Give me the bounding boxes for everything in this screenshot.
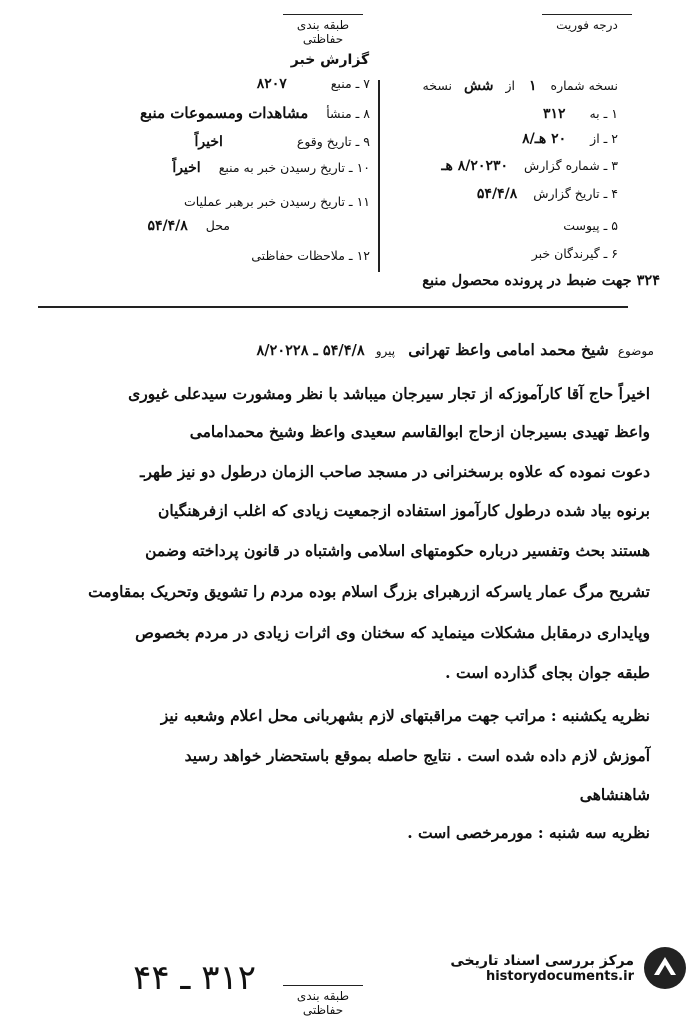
classification-label-top: طبقه بندی حفاظتی bbox=[283, 14, 363, 46]
subject-value: شیخ محمد امامی واعظ تهرانی bbox=[408, 340, 609, 359]
note-sunday-3: شاهنشاهی bbox=[579, 785, 650, 804]
body-line-2: واعظ تهیدی بسیرجان ازحاج ابوالقاسم سعیدی واعظ وشیخ محمدامامی bbox=[189, 422, 650, 441]
field-origin bbox=[30, 104, 370, 122]
field-location-label: محل bbox=[205, 218, 230, 233]
classification-label-bottom: طبقه بندی حفاظتی bbox=[283, 985, 363, 1017]
header-divider bbox=[38, 306, 628, 308]
field-from bbox=[368, 131, 618, 147]
field-received-by-source-label: ۱۰ ـ تاریخ رسیدن خبر به منبع bbox=[218, 160, 370, 175]
field-location bbox=[30, 218, 230, 234]
field-to-value: ۳۱۲ bbox=[542, 106, 566, 122]
field-report-date-value: ۵۴/۴/۸ bbox=[476, 186, 518, 202]
note-tuesday: نظریه سه شنبه : مورمرخصی است . bbox=[407, 823, 650, 842]
field-received-by-operator bbox=[30, 194, 370, 209]
watermark bbox=[450, 945, 688, 991]
field-event-date-label: ۹ ـ تاریخ وقوع bbox=[296, 134, 370, 149]
field-received-by-source-value: اخیراً bbox=[172, 160, 201, 176]
field-report-date bbox=[348, 186, 618, 202]
body-line-6: تشریح مرگ عمار یاسرکه ازرهبرای بزرگ اسلام بوده مردم را تشویق وتحریک بمقاومت bbox=[88, 582, 650, 601]
watermark-text bbox=[450, 953, 634, 984]
note-sunday-2: آموزش لازم داده شده است . نتایج حاصله بموقع باستحضار خواهد رسید bbox=[184, 746, 650, 765]
watermark-url: historydocuments.ir bbox=[485, 968, 634, 984]
subject-ref-note: پیرو bbox=[375, 344, 396, 358]
field-received-by-operator-label: ۱۱ ـ تاریخ رسیدن خبر برهبر عملیات bbox=[183, 194, 370, 209]
report-title: گزارش خبر bbox=[290, 52, 370, 68]
field-origin-label: ۸ ـ منشأ bbox=[326, 106, 370, 121]
copy-of-value: شش bbox=[463, 78, 494, 94]
subject-label: موضوع bbox=[617, 344, 654, 358]
field-recipients-label: ۶ ـ گیرندگان خبر bbox=[531, 246, 618, 261]
body-line-5: هستند بحث وتفسیر درباره حکومتهای اسلامی واشتباه در قانون پرداخته وضمن bbox=[145, 541, 650, 560]
body-line-7: وپایداری درمقابل مشکلات مینماید که سخنان وی اثرات زیادی در مردم بخصوص bbox=[135, 623, 650, 642]
copy-line bbox=[368, 78, 618, 94]
field-source-label: ۷ ـ منبع bbox=[330, 76, 370, 91]
handwritten-file-number: ۳۱۲ ـ ۴۴ bbox=[133, 958, 256, 998]
field-received-by-source bbox=[30, 160, 370, 176]
field-from-value: ۲۰ هـ/۸ bbox=[522, 131, 567, 147]
field-event-date bbox=[30, 134, 370, 150]
body-line-4: برنوه بیاد شده درطول کارآموز استفاده ازجمعیت زیادی که اغلب ازفرهنگیان bbox=[157, 501, 650, 520]
field-source-value: ۸۲۰۷ bbox=[256, 76, 287, 92]
field-report-number bbox=[348, 158, 618, 174]
subject-line bbox=[34, 340, 654, 359]
body-line-8: طبقه جوان بجای گذارده است . bbox=[445, 663, 650, 682]
field-origin-value: مشاهدات ومسموعات منبع bbox=[139, 104, 309, 122]
field-report-number-label: ۳ ـ شماره گزارش bbox=[523, 158, 618, 173]
field-source bbox=[30, 76, 370, 92]
field-from-label: ۲ ـ از bbox=[590, 131, 618, 146]
copy-number-value: ۱ bbox=[529, 78, 537, 94]
field-to-label: ۱ ـ به bbox=[589, 106, 618, 121]
field-location-value: ۵۴/۴/۸ bbox=[147, 218, 188, 234]
field-report-date-label: ۴ ـ تاریخ گزارش bbox=[533, 186, 618, 201]
copy-of-label: از bbox=[505, 78, 516, 93]
field-event-date-value: اخیراً bbox=[194, 134, 223, 150]
field-to bbox=[368, 106, 618, 122]
filing-note: ۳۲۴ جهت ضبط در پرونده محصول منبع bbox=[422, 272, 660, 289]
field-attachment bbox=[368, 218, 618, 233]
watermark-title: مرکز بررسی اسناد تاریخی bbox=[450, 952, 634, 969]
field-security-notes-label: ۱۲ ـ ملاحظات حفاظتی bbox=[251, 248, 370, 263]
watermark-logo-icon bbox=[642, 945, 688, 991]
field-report-number-value: ۸/۲۰۲۳۰ هـ bbox=[441, 158, 508, 174]
column-divider bbox=[378, 80, 380, 272]
note-sunday-1: نظریه یکشنبه : مراتب جهت مراقبتهای لازم بشهربانی محل اعلام وشعبه نیز bbox=[160, 706, 650, 725]
copy-copies-label: نسخه bbox=[422, 78, 452, 93]
priority-label: درجه فوریت bbox=[542, 14, 632, 32]
field-security-notes bbox=[30, 248, 370, 263]
field-recipients bbox=[368, 246, 618, 261]
body-line-3: دعوت نموده که علاوه برسخنرانی در مسجد صاحب الزمان درطول دو نیز طهرـ bbox=[139, 462, 650, 481]
body-line-1: اخیراً حاج آقا کارآموزکه از تجار سیرجان میباشد با نظر ومشورت سیدعلی غیوری bbox=[128, 384, 650, 403]
subject-ref-number: ۵۴/۴/۸ ـ ۸/۲۰۲۲۸ bbox=[256, 342, 365, 359]
copy-number-label: نسخه شماره bbox=[550, 78, 618, 93]
field-attachment-label: ۵ ـ پیوست bbox=[563, 218, 618, 233]
